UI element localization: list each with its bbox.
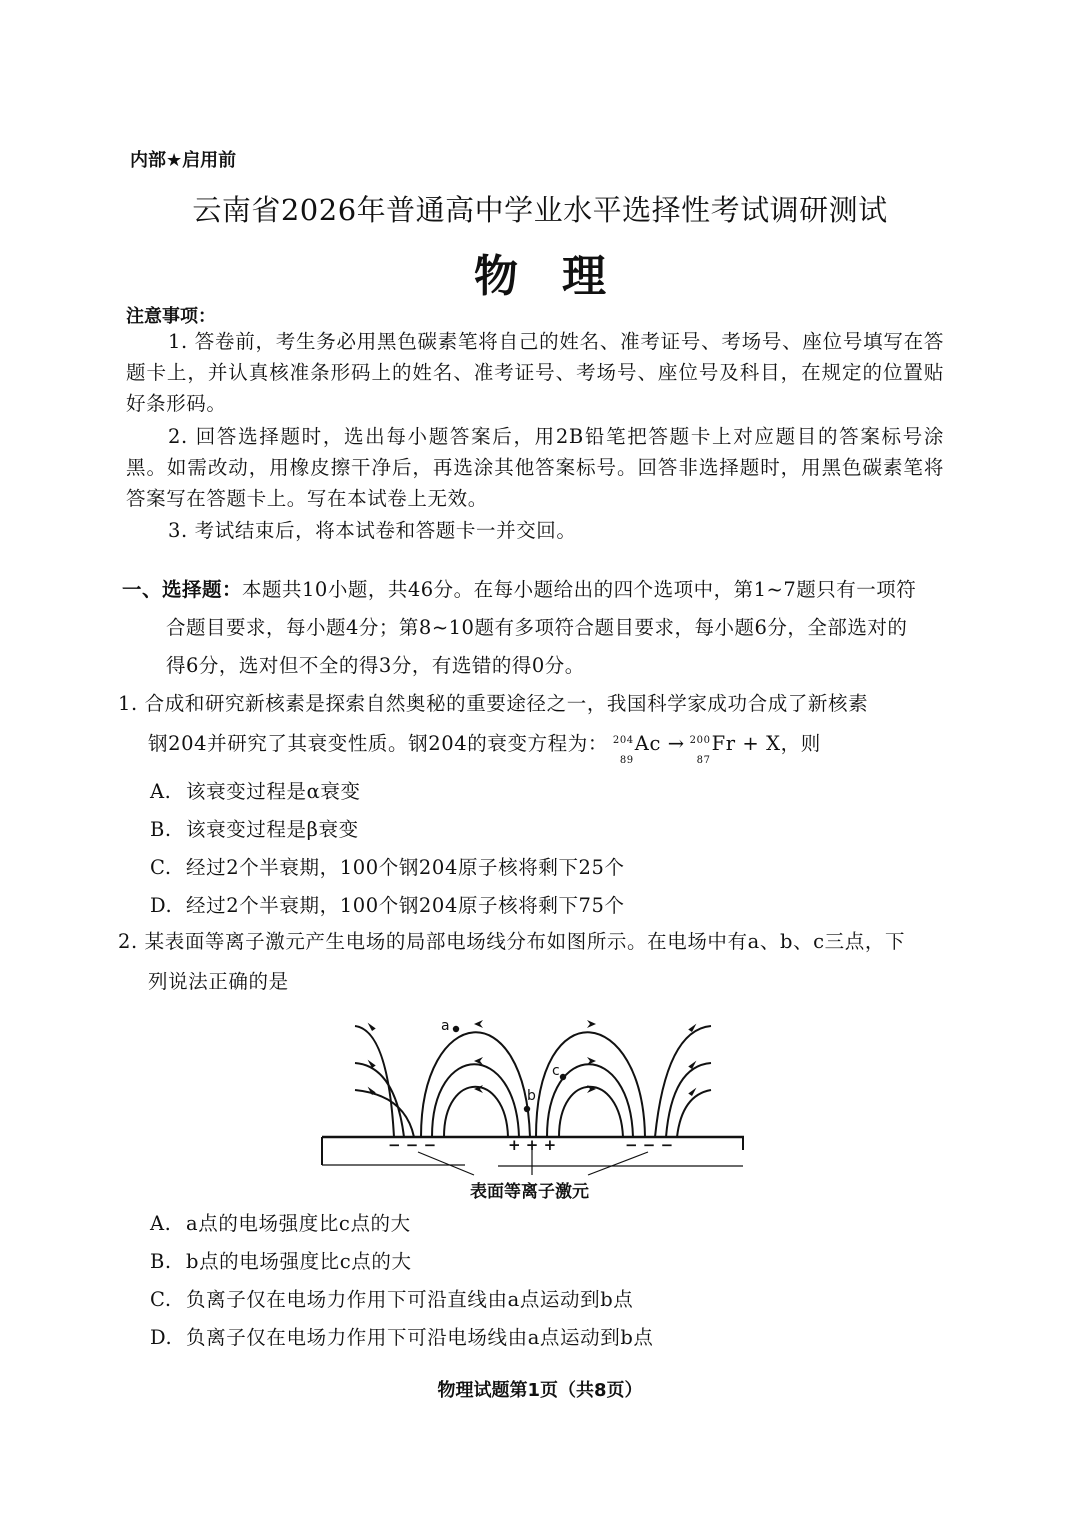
option-c[interactable]: C. 负离子仅在电场力作用下可沿直线由a点运动到b点 bbox=[150, 1288, 634, 1311]
charges-mid: + + + bbox=[508, 1136, 557, 1154]
nuclide-daughter: 200 87 Fr bbox=[689, 732, 736, 766]
question-text: 列说法正确的是 bbox=[148, 970, 289, 993]
field-line bbox=[666, 1063, 711, 1137]
section-text: 得6分，选对但不全的得3分，有选错的得0分。 bbox=[166, 654, 585, 677]
field-line bbox=[536, 1032, 645, 1137]
notice-item: 2. 回答选择题时，选出每小题答案后，用2B铅笔把答题卡上对应题目的答案标号涂黑。如需改动，用橡皮擦干净后，再选涂其他答案标号。回答非选择题时，用黑色碳素笔将答案写在答题卡上。写在本试卷上无效。 bbox=[126, 425, 944, 510]
section-instructions bbox=[122, 571, 946, 685]
charges-left: − − − bbox=[388, 1136, 437, 1154]
field-line bbox=[655, 1026, 711, 1137]
field-line bbox=[355, 1063, 404, 1137]
notice-item: 1. 答卷前，考生务必用黑色碳素笔将自己的姓名、准考证号、考场号、座位号填写在答题卡上，并认真核准条形码上的姓名、准考证号、考场号、座位号及科目，在规定的位置贴好条形码。 bbox=[126, 330, 944, 415]
arrowhead bbox=[474, 1020, 483, 1028]
subject-title bbox=[0, 240, 1080, 304]
option-a[interactable]: A. a点的电场强度比c点的大 bbox=[150, 1212, 411, 1235]
option-d[interactable]: D. 负离子仅在电场力作用下可沿电场线由a点运动到b点 bbox=[150, 1326, 654, 1349]
option-b[interactable]: B. b点的电场强度比c点的大 bbox=[150, 1250, 412, 1273]
option-a[interactable]: A. 该衰变过程是α衰变 bbox=[150, 780, 361, 803]
option-c[interactable]: C. 经过2个半衰期，100个钢204原子核将剩下25个 bbox=[150, 856, 625, 879]
subject-char: 物 bbox=[474, 251, 518, 302]
option-d[interactable]: D. 经过2个半衰期，100个钢204原子核将剩下75个 bbox=[150, 894, 625, 917]
label-b: b bbox=[527, 1088, 536, 1104]
field-line-diagram bbox=[316, 1012, 756, 1202]
field-line bbox=[355, 1090, 414, 1137]
notice-heading: 注意事项： bbox=[126, 306, 216, 327]
nuclide-parent: 204 89 Ac bbox=[612, 732, 661, 766]
leader-line bbox=[418, 1152, 474, 1175]
field-line bbox=[421, 1032, 530, 1137]
question-text: 某表面等离子激元产生电场的局部电场线分布如图所示。在电场中有a、b、c三点，下 bbox=[144, 930, 906, 953]
question-text-line2: 钢204并研究了其衰变性质。钢204的衰变方程为： 204 89 Ac → 200 87 Fr + X，则 bbox=[118, 724, 944, 764]
point-a bbox=[453, 1026, 459, 1032]
question-1 bbox=[118, 684, 944, 764]
notice-item: 3. 考试结束后，将本试卷和答题卡一并交回。 bbox=[168, 519, 577, 542]
question-text: 合成和研究新核素是探索自然奥秘的重要途径之一，我国科学家成功合成了新核素 bbox=[144, 692, 869, 715]
question-number: 2. bbox=[118, 930, 138, 953]
subject-char: 理 bbox=[562, 251, 606, 302]
question-2 bbox=[118, 922, 944, 1002]
point-b bbox=[524, 1106, 530, 1112]
reaction-arrow: → bbox=[667, 732, 685, 755]
confidential-label: 内部★启用前 bbox=[130, 150, 237, 171]
section-heading: 一、选择题： bbox=[122, 578, 243, 601]
field-line bbox=[559, 1087, 623, 1137]
section-text: 本题共10小题，共46分。在每小题给出的四个选项中，第1~7题只有一项符 bbox=[242, 578, 917, 601]
arrowhead bbox=[587, 1020, 596, 1028]
field-line bbox=[677, 1090, 711, 1137]
page-footer: 物理试题第1页（共8页） bbox=[437, 1380, 643, 1401]
question-number: 1. bbox=[118, 692, 138, 715]
label-c: c bbox=[552, 1063, 560, 1079]
field-line bbox=[355, 1026, 394, 1137]
option-b[interactable]: B. 该衰变过程是β衰变 bbox=[150, 818, 359, 841]
section-text: 合题目要求，每小题4分；第8~10题有多项符合题目要求，每小题6分，全部选对的 bbox=[166, 616, 908, 639]
leader-line bbox=[588, 1152, 648, 1175]
label-a: a bbox=[441, 1018, 450, 1034]
field-line bbox=[444, 1087, 508, 1137]
exam-title: 云南省2026年普通高中学业水平选择性考试调研测试 bbox=[192, 193, 888, 227]
point-c bbox=[560, 1074, 566, 1080]
charges-right: − − − bbox=[625, 1136, 674, 1154]
figure-caption: 表面等离子激元 bbox=[470, 1182, 589, 1202]
